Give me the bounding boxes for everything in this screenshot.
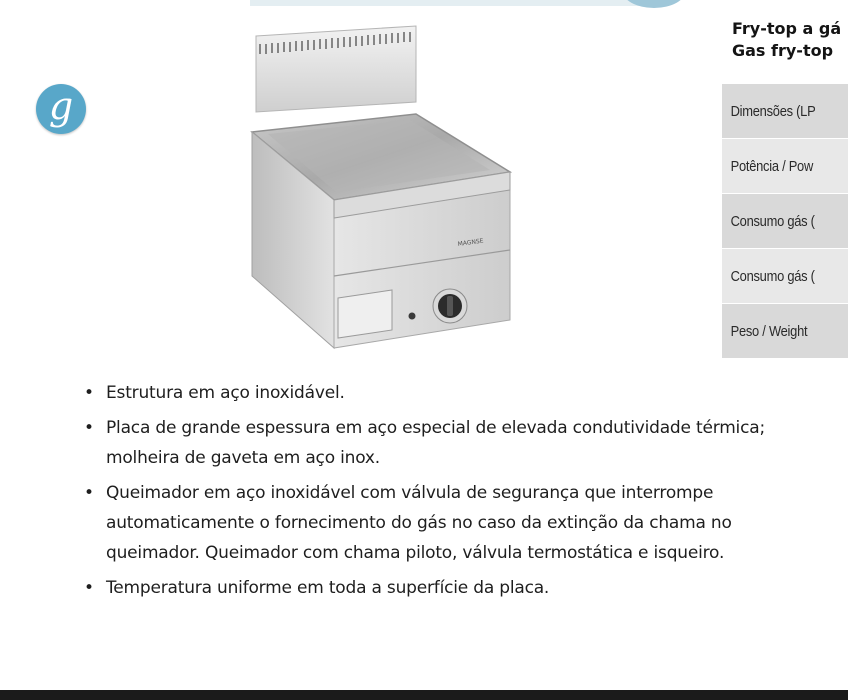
feature-list	[84, 378, 824, 608]
product-title-pt: Fry-top a gá	[732, 19, 842, 38]
product-title-en: Gas fry-top	[732, 41, 834, 60]
spec-label: Peso / Weight	[730, 322, 808, 340]
top-decoration-strip	[250, 0, 650, 6]
bottom-border	[0, 690, 848, 700]
feature-item	[84, 573, 824, 603]
bullet-dot: •	[84, 383, 94, 403]
feature-text: Queimador em aço inoxidável com válvula de segurança que interrompe automaticamente o fornecimento do gás no caso da extinção da chama no queimador. Queimador com chama piloto, válvula termostática e isqueiro.	[106, 483, 732, 563]
bullet-dot: •	[84, 483, 94, 503]
brand-mark: MAGNSE	[457, 237, 484, 248]
gas-fry-top-illustration	[238, 14, 520, 358]
bullet-dot: •	[84, 418, 94, 438]
spec-row-dimensions	[722, 84, 848, 138]
spec-label: Potência / Pow	[730, 157, 814, 175]
feature-item	[84, 378, 824, 408]
bullet-dot: •	[84, 578, 94, 598]
product-title	[732, 18, 848, 62]
feature-item	[84, 413, 824, 473]
spec-table	[722, 84, 848, 358]
spec-row-gas-consumption	[722, 194, 848, 248]
feature-text: Estrutura em aço inoxidável.	[106, 383, 345, 403]
spec-label: Consumo gás (	[730, 267, 815, 285]
spec-row-gas-consumption-2	[722, 249, 848, 303]
spec-row-weight	[722, 304, 848, 358]
feature-item	[84, 478, 824, 568]
feature-text: Placa de grande espessura em aço especial de elevada condutividade térmica; molheira de gaveta em aço inox.	[106, 418, 765, 468]
spec-row-power	[722, 139, 848, 193]
section-badge: g	[36, 84, 86, 134]
feature-text: Temperatura uniforme em toda a superfície da placa.	[106, 578, 550, 598]
spec-label: Consumo gás (	[730, 212, 815, 230]
spec-label: Dimensões (LP	[730, 102, 816, 120]
product-photo	[238, 14, 520, 358]
